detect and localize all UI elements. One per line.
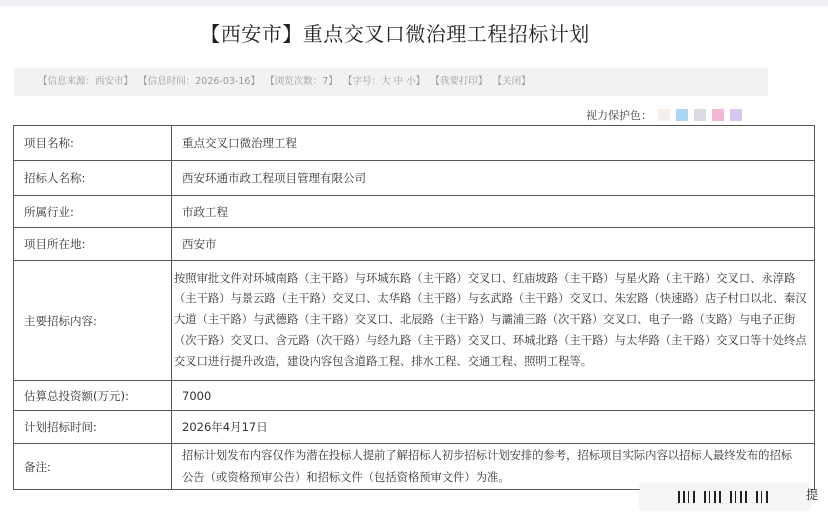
row-value-location: 西安市 <box>172 228 815 261</box>
row-label-project-name: 项目名称: <box>14 126 172 161</box>
toolbar-bar-icon <box>693 491 695 503</box>
print-link[interactable]: 【我要打印】 <box>435 76 488 87</box>
color-swatch-beige[interactable] <box>658 109 670 121</box>
font-medium-link[interactable]: 中 <box>393 76 404 87</box>
font-size-control <box>348 76 425 87</box>
row-label-remarks: 备注: <box>14 444 172 490</box>
row-value-tenderer: 西安环通市政工程项目管理有限公司 <box>172 161 815 196</box>
row-value-project-name: 重点交叉口微治理工程 <box>172 126 815 161</box>
toolbar-bar-icon <box>745 491 747 503</box>
toolbar-bar-icon <box>678 491 680 503</box>
toolbar-bar-icon <box>704 491 706 503</box>
toolbar-bar-icon <box>740 491 742 503</box>
eye-protection-colors <box>586 106 742 124</box>
color-swatch-gray[interactable] <box>694 109 706 121</box>
font-small-link[interactable]: 小 <box>406 76 416 87</box>
toolbar-bar-icon <box>714 491 716 503</box>
toolbar-bar-icon <box>719 491 721 503</box>
row-label-main-content: 主要招标内容: <box>14 261 172 381</box>
row-label-location: 项目所在地: <box>14 228 172 261</box>
row-value-tender-time: 2026年4月17日 <box>172 411 815 444</box>
info-time: 【信息时间：2026-03-16】 <box>143 76 260 87</box>
toolbar-bar-icon <box>688 491 689 503</box>
toolbar-bar-icon <box>709 491 710 503</box>
row-label-investment: 估算总投资额(万元): <box>14 381 172 411</box>
top-strip <box>0 0 828 6</box>
color-swatch-purple[interactable] <box>730 109 742 121</box>
toolbar-bar-icon <box>761 491 762 503</box>
table-row <box>14 161 815 196</box>
toolbar-bar-icon <box>735 491 736 503</box>
font-size-suffix: 】 <box>415 76 426 87</box>
table-row <box>14 126 815 161</box>
close-link[interactable]: 【关闭】 <box>497 76 531 87</box>
table-row <box>14 411 815 444</box>
row-label-tender-time: 计划招标时间: <box>14 411 172 444</box>
font-large-link[interactable]: 大 <box>381 76 391 87</box>
row-value-investment: 7000 <box>172 381 815 411</box>
table-row <box>14 228 815 261</box>
edge-cut-text: 提 <box>806 488 819 502</box>
eye-protection-label: 视力保护色： <box>586 109 652 122</box>
toolbar-bar-icon <box>756 491 758 503</box>
table-row <box>14 381 815 411</box>
bottom-toolbar[interactable] <box>640 484 810 510</box>
toolbar-bar-icon <box>730 491 732 503</box>
color-swatch-pink[interactable] <box>712 109 724 121</box>
table-row <box>14 444 815 490</box>
table-row <box>14 196 815 228</box>
page-title: 【西安市】重点交叉口微治理工程招标计划 <box>200 22 590 46</box>
toolbar-bar-icon <box>683 491 685 503</box>
tender-plan-table <box>13 125 815 490</box>
info-views: 【浏览次数：7】 <box>269 76 338 87</box>
row-label-tenderer: 招标人名称: <box>14 161 172 196</box>
row-value-industry: 市政工程 <box>172 196 815 228</box>
info-source: 【信息来源：西安市】 <box>38 76 134 87</box>
toolbar-bar-icon <box>766 491 768 503</box>
info-bar <box>14 68 768 96</box>
row-label-industry: 所属行业: <box>14 196 172 228</box>
color-swatch-blue[interactable] <box>676 109 688 121</box>
row-value-main-content: 按照审批文件对环城南路（主干路）与环城东路（主干路）交叉口、红庙坡路（主干路）与星火路（主干路）交叉口、永淳路（主干路）与景云路（主干路）交叉口、太华路（主干路）与玄武路（主干路）交叉口、朱宏路（快速路）店子村口以北、秦汉大道（主干路）与武德路（主干路）交叉口、北辰路（主干路）与灞浦三路（次干路）交叉口、电子一路（支路）与电子正街（次干路）交叉口、含元路（次干路）与经九路（主干路）交叉口、环城北路（主干路）与太华路（主干路）交叉口等十处终点交叉口进行提升改造，建设内容包含道路工程、排水工程、交通工程、照明工程等。 <box>172 261 815 381</box>
row-value-remarks: 招标计划发布内容仅作为潜在投标人提前了解招标人初步招标计划安排的参考，招标项目实际内容以招标人最终发布的招标公告（或资格预审公告）和招标文件（包括资格预审文件）为准。 <box>172 444 815 490</box>
font-size-prefix: 【字号： <box>347 76 382 87</box>
table-row <box>14 261 815 381</box>
